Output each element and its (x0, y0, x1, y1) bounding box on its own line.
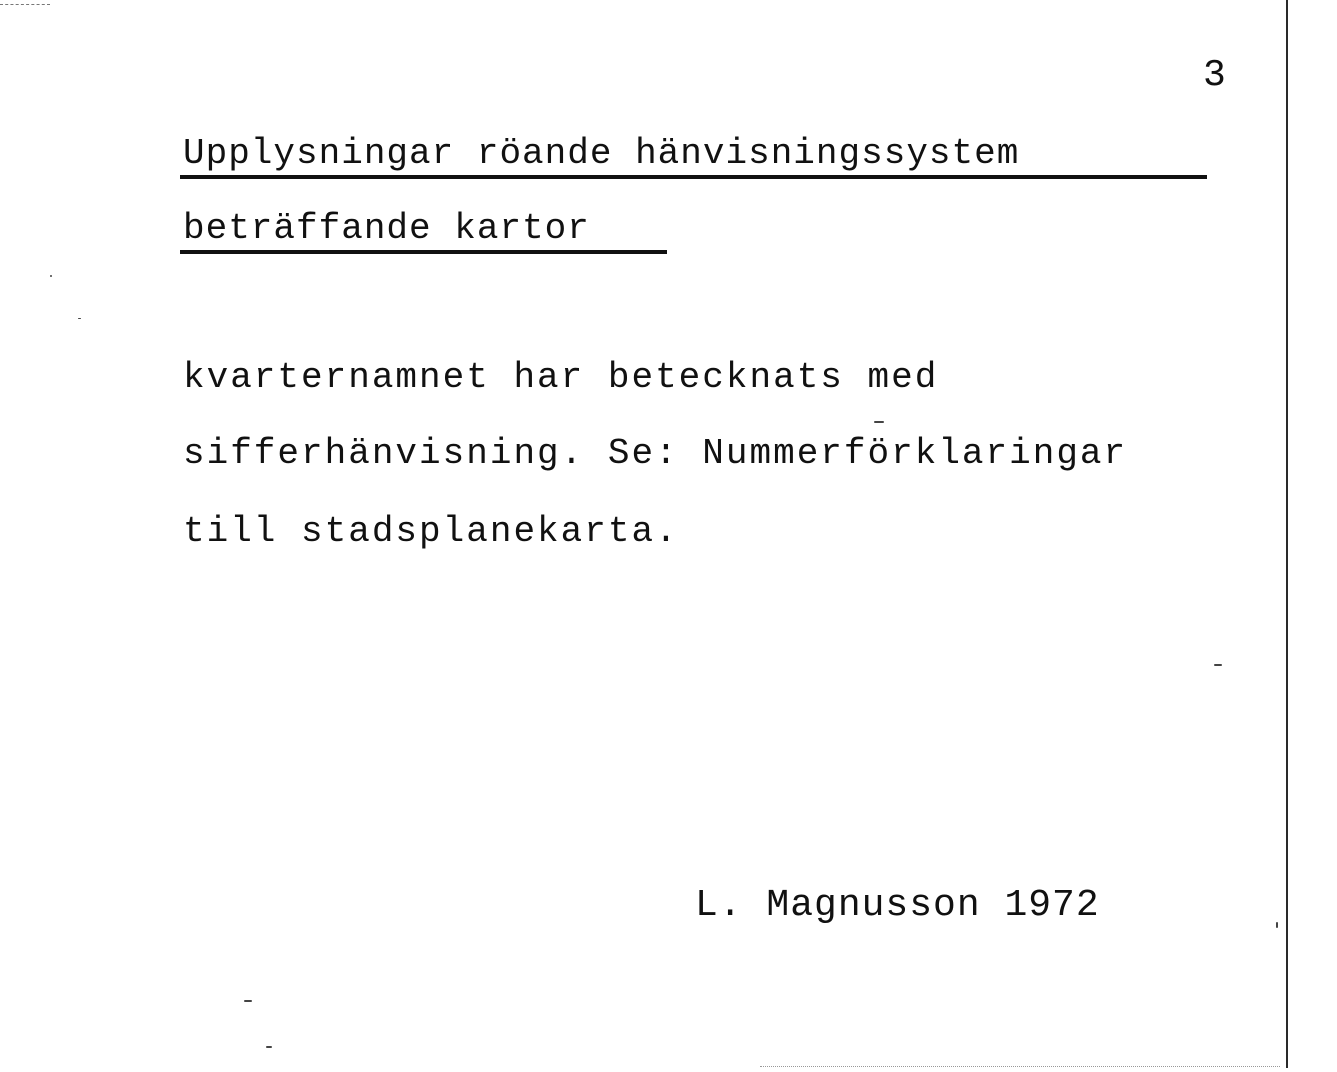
heading-line-1: Upplysningar röande hänvisningssystem (183, 133, 1020, 174)
body-line-1: kvarternamnet har betecknats med (183, 357, 939, 398)
heading-underline-1 (180, 175, 1207, 179)
page-number: 3 (1203, 54, 1226, 97)
scan-speck (266, 1046, 272, 1048)
scan-speck (244, 1000, 252, 1002)
scan-speck (78, 318, 81, 319)
heading-line-2: beträffande kartor (183, 208, 590, 249)
body-line-3: till stadsplanekarta. (183, 511, 679, 552)
heading-underline-2 (180, 250, 667, 254)
scan-speck (50, 275, 52, 277)
signature: L. Magnusson 1972 (695, 884, 1100, 927)
body-line-2: sifferhänvisning. Se: Nummerförklaringar (183, 433, 1128, 474)
scan-speck (1276, 922, 1278, 928)
scan-speck (1214, 664, 1222, 666)
card-right-edge (1286, 0, 1288, 1068)
card-bottom-edge (760, 1066, 1280, 1067)
card-top-edge (0, 4, 50, 5)
scan-speck (874, 421, 884, 423)
